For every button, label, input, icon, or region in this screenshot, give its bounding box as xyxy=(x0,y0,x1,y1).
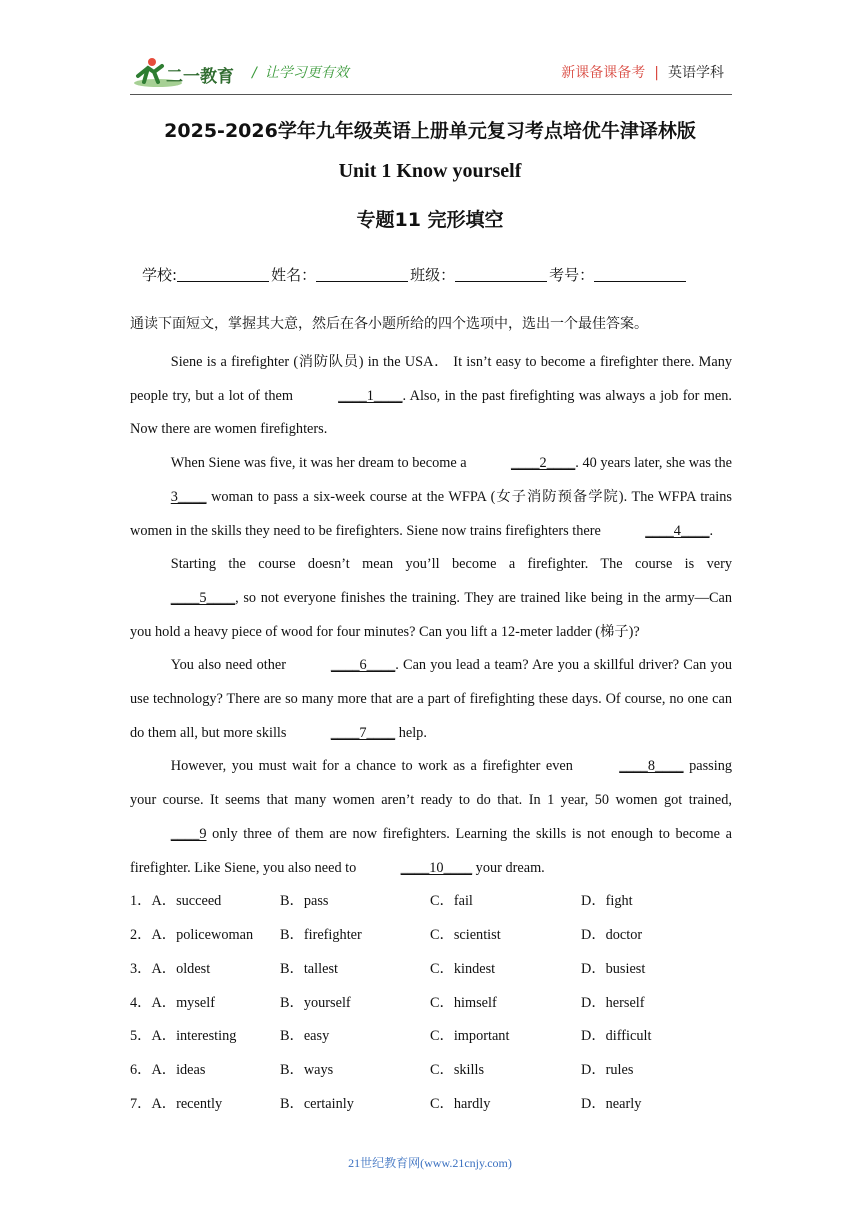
topic-title: 专题11 完形填空 xyxy=(356,209,504,231)
option-a[interactable]: 1．A．succeed xyxy=(130,893,222,910)
page-header xyxy=(0,0,860,96)
option-c[interactable]: C．important xyxy=(430,1028,510,1045)
text: Siene is a firefighter (消防队员) in the USA． It isn’t easy to become a firefighter there. Many people try, but a lot of them xyxy=(130,354,732,404)
text: woman to pass a six-week course at the WFPA (女子消防预备学院). The WFPA trains women in the skills they need to be firefighters. Siene now trains firefighters there xyxy=(130,488,732,539)
name-label: 姓名： xyxy=(271,266,317,284)
text: Starting the course doesn’t mean you’ll become a firefighter. The course is very xyxy=(170,556,732,573)
text: . Also, in the past firefighting was always a job for men. Now there are women firefighters. xyxy=(130,387,732,438)
option-c[interactable]: C．skills xyxy=(430,1062,485,1079)
blank-2: ____2____ xyxy=(510,455,576,472)
answer-options xyxy=(130,885,732,1122)
passage-paragraph-4 xyxy=(130,649,732,750)
school-blank[interactable] xyxy=(177,266,269,282)
option-a[interactable]: 7．A．recently xyxy=(130,1096,223,1113)
brand-logo xyxy=(132,56,242,90)
option-d[interactable]: D．herself xyxy=(581,994,645,1011)
option-row xyxy=(130,1020,732,1054)
header-right: 新课备课备考 | 英语学科 xyxy=(561,65,724,81)
blank-10: ____10____ xyxy=(400,859,473,876)
document-title: 2025-2026学年九年级英语上册单元复习考点培优牛津译林版 xyxy=(164,120,696,142)
student-info-row xyxy=(142,264,688,285)
main-content xyxy=(130,312,732,1122)
passage-paragraph-3 xyxy=(130,548,732,649)
option-row xyxy=(130,885,732,919)
text: You also need other xyxy=(170,657,291,674)
class-blank[interactable] xyxy=(455,266,547,282)
brand-name: 二一教育 xyxy=(166,67,234,87)
blank-6: ____6____ xyxy=(330,657,396,674)
text: only three of them are now firefighters. Learning the skills is not enough to become a firefighter. Like Siene, you also need to xyxy=(130,825,732,876)
option-d[interactable]: D．doctor xyxy=(581,927,643,944)
option-d[interactable]: D．difficult xyxy=(581,1028,652,1045)
text: . 40 years later, she was the xyxy=(575,455,733,472)
option-d[interactable]: D．rules xyxy=(581,1062,634,1079)
option-row xyxy=(130,1088,732,1122)
unit-title: Unit 1 Know yourself xyxy=(338,160,522,182)
instructions: 通读下面短文，掌握其大意，然后在各小题所给的四个选项中，选出一个最佳答案。 xyxy=(130,316,648,332)
passage-paragraph-1 xyxy=(130,346,732,447)
blank-4: ____4____ xyxy=(645,522,710,539)
option-c[interactable]: C．scientist xyxy=(430,927,501,944)
name-blank[interactable] xyxy=(316,266,408,282)
text: . Can you lead a team? Are you a skillful driver? Can you use technology? There are so many more that are a part of firefighting these days. Of course, no one can do them all, but more skills xyxy=(130,657,732,741)
option-d[interactable]: D．busiest xyxy=(581,960,646,977)
blank-5: ____5____ xyxy=(170,589,236,606)
option-b[interactable]: B．yourself xyxy=(280,994,351,1011)
option-row xyxy=(130,987,732,1021)
option-b[interactable]: B．ways xyxy=(280,1062,334,1079)
passage-paragraph-5 xyxy=(130,750,732,885)
school-label: 学校: xyxy=(142,266,178,284)
blank-7: ____7____ xyxy=(330,724,396,741)
blank-1: ____1____ xyxy=(338,387,403,404)
text: your dream. xyxy=(472,859,545,876)
option-row xyxy=(130,1054,732,1088)
option-c[interactable]: C．fail xyxy=(430,893,473,910)
option-a[interactable]: 3．A．oldest xyxy=(130,960,211,977)
option-a[interactable]: 2．A．policewoman xyxy=(130,927,254,944)
option-b[interactable]: B．pass xyxy=(280,893,329,910)
blank-3: 3____ xyxy=(170,488,207,505)
option-row xyxy=(130,953,732,987)
option-a[interactable]: 5．A．interesting xyxy=(130,1028,237,1045)
passage-paragraph-2 xyxy=(130,447,732,548)
blank-9: ____9 xyxy=(170,825,207,842)
option-b[interactable]: B．easy xyxy=(280,1028,330,1045)
subject-label: 英语学科 xyxy=(668,65,724,81)
slogan: / 让学习更有效 xyxy=(252,65,349,81)
text: help. xyxy=(395,724,427,741)
option-d[interactable]: D．nearly xyxy=(581,1096,642,1113)
exam-no-label: 考号： xyxy=(549,266,595,284)
option-b[interactable]: B．firefighter xyxy=(280,927,362,944)
header-divider xyxy=(130,94,732,95)
text: However, you must wait for a chance to work as a firefighter even xyxy=(170,758,579,775)
text: , so not everyone finishes the training. They are trained like being in the army—Can you hold a heavy piece of wood for four minutes? Can you lift a 12-meter ladder (梯子)? xyxy=(130,589,732,640)
text: passing your course. It seems that many women aren’t ready to do that. In 1 year, 50 women got trained, xyxy=(130,758,732,809)
page-footer[interactable]: 21世纪教育网(www.21cnjy.com) xyxy=(348,1156,512,1170)
option-c[interactable]: C．hardly xyxy=(430,1096,491,1113)
class-label: 班级： xyxy=(410,266,456,284)
option-a[interactable]: 4．A．myself xyxy=(130,994,215,1011)
course-label: 新课备课备考 xyxy=(561,65,646,81)
option-row xyxy=(130,919,732,953)
text: . xyxy=(709,522,714,539)
text: When Siene was five, it was her dream to become a xyxy=(170,455,471,472)
option-d[interactable]: D．fight xyxy=(581,893,633,910)
option-c[interactable]: C．himself xyxy=(430,994,497,1011)
option-a[interactable]: 6．A．ideas xyxy=(130,1062,206,1079)
runner-logo-icon xyxy=(132,56,242,90)
option-b[interactable]: B．tallest xyxy=(280,960,338,977)
option-c[interactable]: C．kindest xyxy=(430,960,496,977)
exam-no-blank[interactable] xyxy=(594,266,686,282)
option-b[interactable]: B．certainly xyxy=(280,1096,354,1113)
slogan-text: 让学习更有效 xyxy=(264,65,349,81)
blank-8: ____8____ xyxy=(619,758,684,775)
